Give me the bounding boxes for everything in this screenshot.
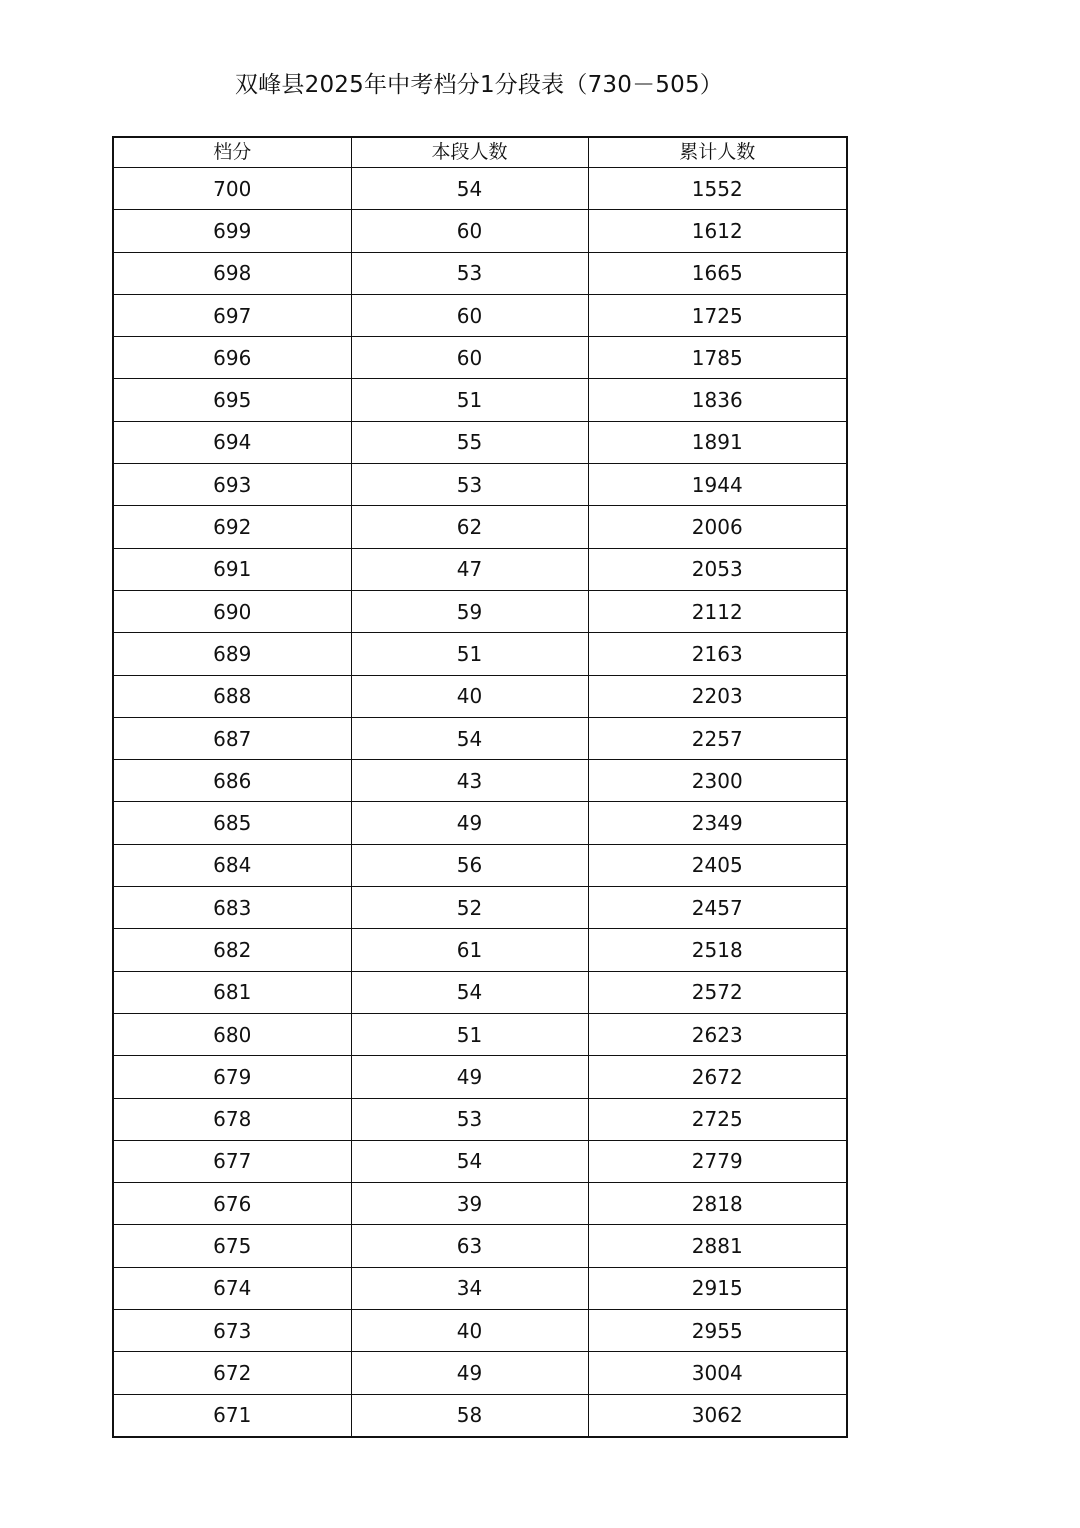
- cell-cumulative-count: 2006: [588, 506, 847, 548]
- cell-score: 676: [113, 1183, 351, 1225]
- cell-segment-count: 40: [351, 675, 588, 717]
- cell-cumulative-count: 1552: [588, 168, 847, 210]
- cell-segment-count: 58: [351, 1394, 588, 1437]
- table-row: [113, 971, 847, 1013]
- cell-segment-count: 39: [351, 1183, 588, 1225]
- cell-score: 682: [113, 929, 351, 971]
- cell-cumulative-count: 1725: [588, 294, 847, 336]
- column-header-score: 档分: [113, 137, 351, 168]
- cell-cumulative-count: 2405: [588, 844, 847, 886]
- table-row: [113, 929, 847, 971]
- cell-cumulative-count: 2112: [588, 590, 847, 632]
- cell-cumulative-count: 2572: [588, 971, 847, 1013]
- cell-score: 679: [113, 1056, 351, 1098]
- table-row: [113, 1394, 847, 1437]
- cell-segment-count: 51: [351, 633, 588, 675]
- table-row: [113, 633, 847, 675]
- table-row: [113, 760, 847, 802]
- cell-segment-count: 63: [351, 1225, 588, 1267]
- cell-score: 686: [113, 760, 351, 802]
- cell-score: 678: [113, 1098, 351, 1140]
- table-row: [113, 210, 847, 252]
- cell-cumulative-count: 1612: [588, 210, 847, 252]
- table-row: [113, 675, 847, 717]
- cell-score: 671: [113, 1394, 351, 1437]
- cell-cumulative-count: 1836: [588, 379, 847, 421]
- cell-score: 681: [113, 971, 351, 1013]
- cell-cumulative-count: 3062: [588, 1394, 847, 1437]
- table-row: [113, 590, 847, 632]
- table-row: [113, 1183, 847, 1225]
- table-row: [113, 1056, 847, 1098]
- cell-score: 694: [113, 421, 351, 463]
- cell-score: 690: [113, 590, 351, 632]
- cell-segment-count: 52: [351, 887, 588, 929]
- cell-score: 674: [113, 1267, 351, 1309]
- cell-segment-count: 49: [351, 1056, 588, 1098]
- cell-score: 697: [113, 294, 351, 336]
- cell-segment-count: 53: [351, 1098, 588, 1140]
- table-row: [113, 168, 847, 210]
- cell-segment-count: 51: [351, 379, 588, 421]
- cell-cumulative-count: 2300: [588, 760, 847, 802]
- cell-segment-count: 51: [351, 1013, 588, 1055]
- cell-cumulative-count: 2257: [588, 717, 847, 759]
- cell-cumulative-count: 2518: [588, 929, 847, 971]
- cell-segment-count: 49: [351, 1352, 588, 1394]
- cell-score: 695: [113, 379, 351, 421]
- cell-segment-count: 60: [351, 337, 588, 379]
- cell-score: 693: [113, 464, 351, 506]
- cell-segment-count: 53: [351, 464, 588, 506]
- cell-cumulative-count: 2163: [588, 633, 847, 675]
- cell-score: 683: [113, 887, 351, 929]
- cell-cumulative-count: 1891: [588, 421, 847, 463]
- table-row: [113, 1310, 847, 1352]
- cell-cumulative-count: 2881: [588, 1225, 847, 1267]
- cell-score: 675: [113, 1225, 351, 1267]
- table-row: [113, 1225, 847, 1267]
- cell-score: 699: [113, 210, 351, 252]
- table-row: [113, 252, 847, 294]
- cell-segment-count: 56: [351, 844, 588, 886]
- cell-cumulative-count: 1665: [588, 252, 847, 294]
- cell-cumulative-count: 2623: [588, 1013, 847, 1055]
- cell-cumulative-count: 2457: [588, 887, 847, 929]
- cell-cumulative-count: 1944: [588, 464, 847, 506]
- cell-score: 685: [113, 802, 351, 844]
- table-row: [113, 802, 847, 844]
- table-row: [113, 337, 847, 379]
- cell-segment-count: 55: [351, 421, 588, 463]
- table-row: [113, 1267, 847, 1309]
- table-row: [113, 464, 847, 506]
- cell-score: 673: [113, 1310, 351, 1352]
- cell-segment-count: 62: [351, 506, 588, 548]
- column-header-cumulative-count: 累计人数: [588, 137, 847, 168]
- table-row: [113, 844, 847, 886]
- cell-cumulative-count: 2203: [588, 675, 847, 717]
- cell-segment-count: 53: [351, 252, 588, 294]
- cell-segment-count: 61: [351, 929, 588, 971]
- cell-cumulative-count: 2955: [588, 1310, 847, 1352]
- cell-cumulative-count: 2349: [588, 802, 847, 844]
- cell-segment-count: 49: [351, 802, 588, 844]
- cell-score: 689: [113, 633, 351, 675]
- table-row: [113, 1352, 847, 1394]
- cell-cumulative-count: 2818: [588, 1183, 847, 1225]
- table-header-row: [113, 137, 847, 168]
- cell-score: 700: [113, 168, 351, 210]
- cell-segment-count: 60: [351, 294, 588, 336]
- cell-cumulative-count: 2779: [588, 1140, 847, 1182]
- cell-score: 684: [113, 844, 351, 886]
- cell-score: 692: [113, 506, 351, 548]
- cell-segment-count: 54: [351, 1140, 588, 1182]
- cell-segment-count: 40: [351, 1310, 588, 1352]
- table-row: [113, 887, 847, 929]
- cell-cumulative-count: 2053: [588, 548, 847, 590]
- page-title: 双峰县2025年中考档分1分段表（730－505）: [235, 72, 723, 98]
- cell-score: 672: [113, 1352, 351, 1394]
- cell-score: 687: [113, 717, 351, 759]
- cell-cumulative-count: 1785: [588, 337, 847, 379]
- table-row: [113, 548, 847, 590]
- cell-segment-count: 43: [351, 760, 588, 802]
- cell-segment-count: 54: [351, 168, 588, 210]
- table-row: [113, 1140, 847, 1182]
- cell-score: 691: [113, 548, 351, 590]
- table-row: [113, 294, 847, 336]
- cell-cumulative-count: 2672: [588, 1056, 847, 1098]
- table-row: [113, 421, 847, 463]
- table-row: [113, 1098, 847, 1140]
- cell-segment-count: 54: [351, 971, 588, 1013]
- cell-score: 677: [113, 1140, 351, 1182]
- cell-score: 698: [113, 252, 351, 294]
- cell-cumulative-count: 2915: [588, 1267, 847, 1309]
- table-body: [113, 168, 847, 1437]
- table-row: [113, 1013, 847, 1055]
- table-row: [113, 506, 847, 548]
- cell-segment-count: 60: [351, 210, 588, 252]
- cell-segment-count: 59: [351, 590, 588, 632]
- column-header-segment-count: 本段人数: [351, 137, 588, 168]
- cell-cumulative-count: 3004: [588, 1352, 847, 1394]
- table-row: [113, 717, 847, 759]
- cell-score: 688: [113, 675, 351, 717]
- table-row: [113, 379, 847, 421]
- cell-score: 696: [113, 337, 351, 379]
- cell-segment-count: 54: [351, 717, 588, 759]
- cell-cumulative-count: 2725: [588, 1098, 847, 1140]
- cell-segment-count: 47: [351, 548, 588, 590]
- cell-score: 680: [113, 1013, 351, 1055]
- score-distribution-table: [112, 136, 848, 1438]
- cell-segment-count: 34: [351, 1267, 588, 1309]
